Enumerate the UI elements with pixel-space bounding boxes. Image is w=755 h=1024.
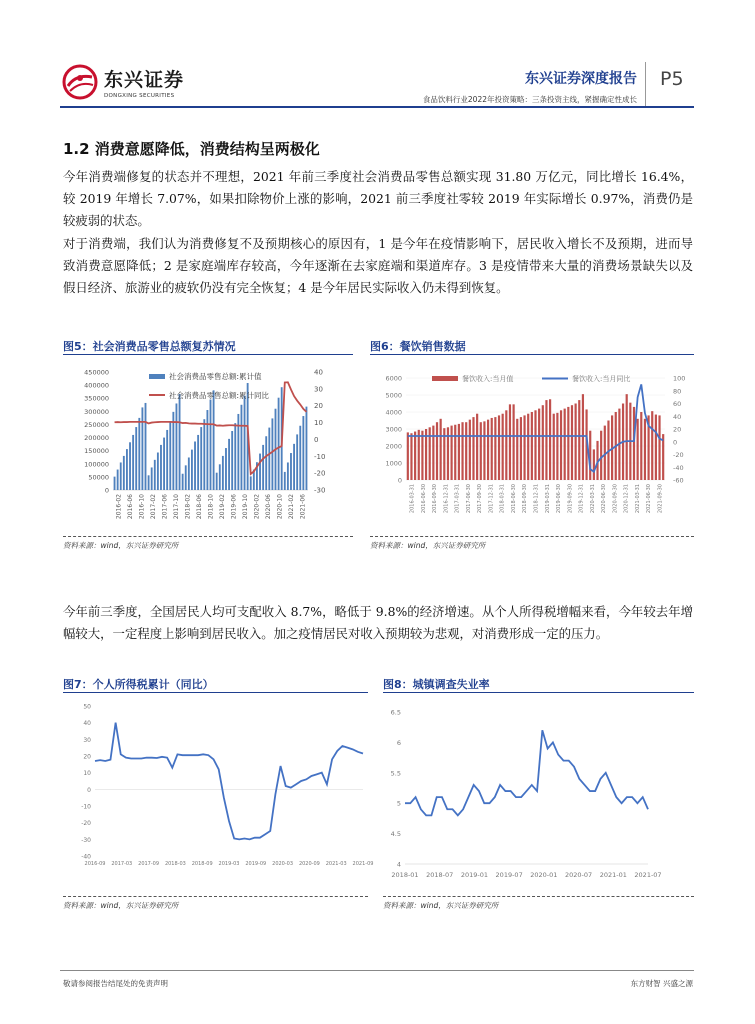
fig6-bar [516,419,518,480]
fig5-bar [225,448,227,490]
logo-name-en: DONGXING SECURITIES [104,93,175,99]
fig5-x-tick: 2019-06 [230,494,238,520]
fig5-legend-line-label: 社会消费品零售总额:累计同比 [169,391,270,400]
fig6-bar [527,414,529,480]
company-logo [62,64,184,100]
fig8-y-tick: 4 [396,860,401,869]
fig8-y-tick: 6 [396,738,401,747]
fig6-bar [461,422,463,480]
fig5-bar [302,416,304,490]
fig6-yright-tick: 60 [673,400,682,408]
fig6-x-tick: 2019-09-30 [567,484,574,514]
fig5-bar [222,456,224,490]
fig5-yright-tick: 10 [314,419,323,428]
fig5-yright-tick: 20 [314,402,323,411]
fig6-yright-tick: 20 [673,425,682,434]
footer-slogan: 东方财智 兴盛之源 [630,979,693,988]
fig6-yright-tick: -60 [673,476,684,485]
fig6-yright-tick: 0 [673,438,678,447]
fig6-x-tick: 2019-03-31 [544,484,551,514]
fig7-y-tick: -30 [81,836,91,844]
fig5-yleft-tick: 350000 [84,394,109,403]
fig6-x-tick: 2021-06-30 [646,484,653,514]
footer-rule [60,970,694,971]
fig6-bar [651,411,653,480]
fig5-bar [154,460,156,490]
fig6-bar [538,409,540,480]
fig6-bar [542,405,544,480]
fig6-x-tick: 2016-03-31 [409,484,416,514]
fig6-bar [465,422,467,480]
figure-5-chart [63,360,363,525]
fig6-bar [578,400,580,480]
fig5-bar [278,398,280,490]
fig6-x-tick: 2019-12-31 [578,484,585,514]
fig6-legend-line-label: 餐饮收入:当月同比 [572,375,631,383]
fig5-x-tick: 2018-10 [207,494,215,520]
figure-6-source-rule [370,536,694,537]
fig6-bar [513,404,515,480]
fig5-yleft-tick: 250000 [84,420,109,429]
fig7-x-tick: 2018-03 [164,861,186,867]
figure-8-rule [383,692,694,693]
fig6-bar [476,414,478,480]
fig6-bar [549,399,551,480]
fig6-x-tick: 2020-12-31 [623,484,630,514]
fig6-yleft-tick: 5000 [385,391,402,400]
fig6-x-tick: 2018-03-31 [499,484,506,514]
fig6-bar [410,433,412,480]
fig8-y-tick: 5.5 [390,769,401,778]
fig8-x-tick: 2019-07 [495,871,523,879]
fig5-bar [259,454,261,490]
figure-8-source: 资料来源：wind，东兴证券研究所 [383,901,499,910]
figure-5-source-rule [63,536,353,537]
fig8-x-tick: 2021-01 [599,871,627,879]
fig6-x-tick: 2017-09-30 [477,484,484,514]
fig7-x-tick: 2017-03 [111,861,133,867]
report-type-title: 东兴证券深度报告 [525,71,637,87]
fig5-legend-bar-swatch [149,374,165,379]
fig5-bar [265,436,267,490]
fig6-bar [451,426,453,480]
fig6-bar [487,420,489,480]
fig5-x-tick: 2020-06 [264,494,272,520]
fig6-bar [567,407,569,480]
fig6-x-tick: 2017-03-31 [454,484,461,514]
fig6-bar [571,405,573,480]
fig5-yleft-tick: 0 [104,486,109,495]
fig6-yright-tick: -20 [673,451,684,459]
fig8-x-tick: 2020-07 [564,871,593,879]
fig5-yleft-tick: 50000 [88,473,109,482]
fig6-bar [472,417,474,480]
fig6-yleft-tick: 2000 [385,442,402,451]
fig7-y-tick: 20 [83,753,91,761]
fig5-bar [114,477,116,490]
fig5-bar [219,464,221,490]
fig5-bar [268,428,270,490]
fig5-yleft-tick: 150000 [84,447,109,456]
footer-disclaimer: 敬请参阅报告结尾处的免责声明 [63,979,168,988]
fig6-bar [553,414,555,480]
fig5-x-tick: 2019-02 [218,494,226,520]
fig6-bar [600,431,602,480]
fig5-bar [290,453,292,490]
header-separator [645,62,646,106]
fig7-line-series [95,723,363,840]
fig6-bar [414,432,416,480]
fig5-bar [296,434,298,490]
fig6-bar [626,394,628,480]
figure-8-source-rule [383,896,694,897]
fig6-x-tick: 2018-12-31 [533,484,540,514]
fig5-x-tick: 2016-10 [138,494,146,520]
report-subtitle: 食品饮料行业2022年投资策略：三条投资主线，紧握确定性成长 [422,95,637,104]
fig6-bar [637,419,639,480]
fig8-x-tick: 2018-07 [426,871,454,879]
fig7-x-tick: 2020-09 [298,861,320,867]
fig7-y-tick: -10 [81,803,91,811]
fig6-bar [483,421,485,480]
fig5-bar [169,421,171,490]
fig6-bar [436,422,438,480]
fig7-y-tick: -40 [81,853,91,861]
fig5-bar [132,435,134,490]
fig6-yright-tick: 100 [673,374,686,383]
fig7-x-tick: 2019-03 [218,861,240,867]
fig5-bar [206,410,208,490]
figure-5-svg [63,360,363,525]
fig5-bar [117,470,119,490]
fig7-x-tick: 2020-03 [272,861,294,867]
fig5-bar [287,462,289,490]
figure-7-source-rule [63,896,368,897]
fig7-y-tick: 40 [83,720,91,728]
fig6-x-tick: 2019-06-30 [556,484,563,514]
fig6-bar [523,415,525,480]
fig5-bar [129,442,131,490]
fig6-bar [458,424,460,480]
fig5-bar [194,441,196,490]
fig6-bar [560,410,562,480]
fig6-x-tick: 2020-09-30 [612,484,619,514]
fig6-x-tick: 2016-06-30 [420,484,427,514]
figure-5-source: 资料来源：wind，东兴证券研究所 [63,541,179,550]
fig6-bar [418,430,420,480]
fig6-x-tick: 2018-09-30 [522,484,529,514]
fig5-bar [123,456,125,490]
fig8-line-series [405,730,648,815]
figure-5-title: 图5：社会消费品零售总额复苏情况 [63,340,236,353]
fig6-bar [640,412,642,480]
fig7-y-tick: -20 [81,820,91,828]
fig5-bar [188,457,190,490]
fig6-bar [520,417,522,480]
fig6-bar [502,414,504,480]
fig5-bar [157,453,159,490]
fig5-bar [151,467,153,490]
paragraph-2: 对于消费端，我们认为消费修复不及预期核心的原因有，1 是今年在疫情影响下，居民收入增长不及预期，进而导致消费意愿降低；2 是家庭端库存较高，今年逐渐在去家庭端和渠道库存。3 是疫情带来大量的消费场景缺失以及假日经济、旅游业的疲软仍没有完全恢复；4 是今年居民实际收入仍未得到恢复。 [63,236,693,295]
fig5-x-tick: 2021-02 [287,494,295,520]
fig5-yright-tick: -10 [314,452,326,461]
fig5-x-tick: 2016-02 [115,494,123,520]
fig8-y-tick: 6.5 [390,708,401,717]
figure-7-title: 图7：个人所得税累计（同比） [63,678,214,691]
fig6-x-tick: 2016-09-30 [432,484,439,514]
fig5-x-tick: 2021-06 [299,494,307,520]
fig6-bar [480,422,482,480]
fig8-x-tick: 2021-07 [634,871,662,879]
fig6-bar [469,420,471,480]
fig5-legend-bar-label: 社会消费品零售总额:累计值 [169,372,262,381]
fig6-bar [454,425,456,480]
fig5-bar [284,472,286,490]
fig6-yleft-tick: 3000 [385,425,402,434]
figure-5-rule [63,354,353,355]
fig6-bar [421,431,423,480]
fig5-bar [197,435,199,490]
fig7-x-tick: 2021-03 [325,861,347,867]
fig5-bar [231,431,233,490]
fig7-y-tick: 50 [83,703,91,711]
figure-8-svg [383,700,694,885]
fig6-bar [593,449,595,480]
fig7-x-tick: 2017-09 [138,861,160,867]
fig6-x-tick: 2017-12-31 [488,484,495,514]
fig5-bar [191,450,193,490]
fig8-y-tick: 5 [396,799,401,808]
fig6-x-tick: 2021-03-31 [634,484,641,514]
paragraph-3: 今年前三季度，全国居民人均可支配收入 8.7%，略低于 9.8%的经济增速。从个人所得税增幅来看，今年较去年增幅较大，一定程度上影响到居民收入。加之疫情居民对收入预期较为悲观，对消费形成一定的压力。 [63,604,693,641]
fig6-bar [564,409,566,480]
fig5-yright-tick: 30 [314,385,323,394]
fig6-x-tick: 2021-09-30 [657,484,664,514]
fig6-bar [505,410,507,480]
figure-7-chart [63,696,374,874]
fig5-bar [182,474,184,490]
fig8-y-tick: 4.5 [390,830,401,839]
fig5-yleft-tick: 200000 [84,434,109,443]
fig5-bar [166,430,168,490]
figure-6-title: 图6：餐饮销售数据 [370,340,466,353]
fig6-x-tick: 2020-06-30 [601,484,608,514]
fig6-x-tick: 2016-12-31 [443,484,450,514]
figure-8-title: 图8：城镇调查失业率 [383,678,490,691]
fig6-bar [498,415,500,480]
fig5-bar [262,445,264,490]
fig6-yright-tick: -40 [673,463,684,472]
fig6-legend-bar-swatch [432,376,458,381]
fig8-x-tick: 2020-01 [530,871,558,879]
fig5-bar [138,418,140,490]
fig5-bar [306,407,308,490]
fig5-bar [250,476,252,490]
figure-6-svg [370,360,694,525]
fig5-bar [126,449,128,490]
fig5-bar [299,426,301,490]
figure-6-chart [370,360,694,525]
fig6-bar [494,417,496,480]
fig5-x-tick: 2017-02 [150,494,158,520]
fig5-yright-tick: 40 [314,368,323,377]
header-rule [60,106,694,108]
fig5-bar [148,475,150,490]
fig6-bar [531,412,533,480]
fig5-bar [135,427,137,490]
fig6-bar [440,419,442,480]
fig7-y-tick: 0 [87,786,91,794]
fig5-bar [145,403,147,490]
fig8-x-tick: 2018-01 [391,871,419,879]
fig5-x-tick: 2016-06 [127,494,135,520]
fig5-yleft-tick: 300000 [84,407,109,416]
fig5-bar [120,462,122,490]
figure-6-source: 资料来源：wind，东兴证券研究所 [370,541,486,550]
figure-7-rule [63,692,368,693]
fig5-yleft-tick: 100000 [84,460,109,469]
fig5-bar [203,419,205,490]
fig5-x-tick: 2020-02 [253,494,261,520]
section-title: 1.2 消费意愿降低，消费结构呈两极化 [63,140,320,158]
fig5-x-tick: 2017-06 [161,494,169,520]
fig7-x-tick: 2018-09 [191,861,213,867]
fig6-bar [407,432,409,480]
fig6-bar [556,413,558,480]
fig5-bar [234,423,236,490]
fig7-y-tick: 30 [83,736,91,744]
fig6-x-tick: 2017-06-30 [465,484,472,514]
fig5-x-tick: 2019-10 [241,494,249,520]
fig5-x-tick: 2018-02 [184,494,192,520]
fig6-yleft-tick: 4000 [385,408,402,417]
fig5-bar [172,412,174,490]
fig6-bar [491,418,493,480]
fig5-bar [176,403,178,490]
fig5-bar [185,465,187,490]
fig5-yright-tick: -20 [314,469,326,478]
fig6-x-tick: 2018-06-30 [510,484,517,514]
fig6-yleft-tick: 0 [397,476,402,485]
fig5-bar [213,390,215,490]
fig6-bar [432,426,434,480]
fig5-bar [163,438,165,490]
fig6-bar [575,404,577,481]
fig5-yleft-tick: 400000 [84,381,109,390]
fig6-bar [655,415,657,480]
fig5-x-tick: 2017-10 [173,494,181,520]
fig6-bar [644,419,646,480]
fig6-yleft-tick: 6000 [385,374,402,383]
fig6-bar [509,404,511,480]
fig6-bar [534,410,536,480]
fig5-yleft-tick: 450000 [84,368,109,377]
fig5-x-tick: 2020-10 [276,494,284,520]
fig5-bar [141,407,143,490]
fig6-bar [582,394,584,480]
fig5-bar [200,427,202,490]
page-number: P5 [660,68,684,90]
figure-7-svg [63,696,374,874]
figure-8-chart [383,700,694,885]
fig6-legend-bar-label: 餐饮收入:当月值 [462,375,514,383]
fig6-bar [633,407,635,480]
fig7-y-tick: 10 [83,770,91,778]
fig5-bar [216,473,218,490]
fig6-bar [545,400,547,480]
fig5-bar [228,439,230,490]
fig5-bar [160,445,162,490]
fig6-yleft-tick: 1000 [385,459,402,468]
fig8-x-tick: 2019-01 [460,871,489,879]
fig5-yright-tick: -30 [314,486,326,495]
fig7-x-tick: 2019-09 [245,861,267,867]
figure-6-rule [370,354,694,355]
fig7-x-tick: 2016-09 [84,861,106,867]
logo-emblem-icon [62,64,98,100]
fig7-x-tick: 2021-09 [352,861,374,867]
fig6-yright-tick: 80 [673,387,682,396]
logo-name-cn: 东兴证券 [104,69,185,91]
fig5-bar [271,418,273,490]
fig5-yright-tick: 0 [314,435,319,444]
fig5-bar [293,444,295,490]
paragraph-1: 今年消费端修复的状态并不理想，2021 年前三季度社会消费品零售总额实现 31.80 万亿元，同比增长 16.4%，较 2019 年增长 7.07%，如果扣除物价上涨的影响，2021 前三季度社零较 2019 年实际增长 0.97%，消费仍是较疲弱的状态。 [63,169,693,228]
fig6-x-tick: 2020-03-31 [589,484,596,514]
fig5-x-tick: 2018-06 [196,494,204,520]
fig5-bar [244,396,246,490]
figure-7-source: 资料来源：wind，东兴证券研究所 [63,901,179,910]
fig5-bar [241,405,243,490]
fig6-bar [658,415,660,480]
fig5-bar [179,394,181,490]
fig6-yright-tick: 40 [673,412,682,421]
fig5-bar [210,400,212,490]
